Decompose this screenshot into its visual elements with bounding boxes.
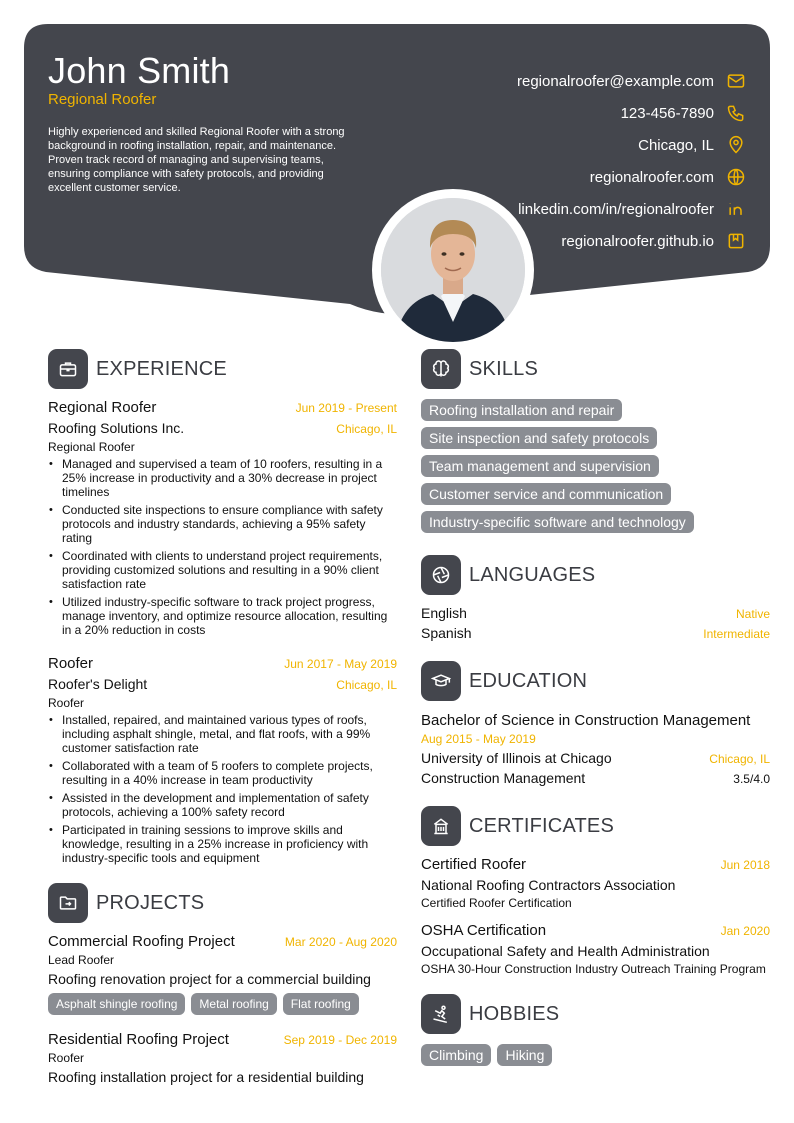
- project-description: Roofing installation project for a residential building: [48, 1069, 364, 1085]
- bookmark-icon: [726, 231, 746, 251]
- left-column: [48, 349, 397, 1101]
- briefcase-icon: [48, 349, 88, 389]
- project-entry: [48, 1031, 397, 1085]
- job-bullet: • Coordinated with clients to understand project requirements, providing customized solutions and resulting in a 90% client satisfaction rate: [48, 549, 397, 591]
- languages-section: [421, 555, 770, 641]
- experience-title: EXPERIENCE: [96, 357, 227, 380]
- skills-list: [421, 399, 770, 539]
- contact-email[interactable]: [517, 65, 746, 97]
- project-role: Lead Roofer: [48, 953, 115, 967]
- job-bullet: • Managed and supervised a team of 10 roofers, resulting in a 25% increase in productivity and a 30% decrease in project timelines: [48, 457, 397, 499]
- hobbies-header: [421, 994, 770, 1034]
- skill-tag: Customer service and communication: [421, 483, 671, 505]
- skills-header: [421, 349, 770, 389]
- folder-icon: [48, 883, 88, 923]
- education-title: EDUCATION: [469, 669, 588, 692]
- education-date: Aug 2015 - May 2019: [421, 732, 536, 746]
- language-level: Native: [735, 607, 770, 621]
- language-name: Spanish: [421, 625, 472, 641]
- languages-header: [421, 555, 770, 595]
- institution-icon: [421, 806, 461, 846]
- contact-location: [517, 129, 746, 161]
- graduation-cap-icon: [421, 661, 461, 701]
- contact-linkedin-text[interactable]: linkedin.com/in/regionalroofer: [518, 200, 714, 218]
- location-pin-icon: [726, 135, 746, 155]
- skills-title: SKILLS: [469, 357, 539, 380]
- certificates-title: CERTIFICATES: [469, 814, 615, 837]
- certificate-detail: OSHA 30-Hour Construction Industry Outreach Training Program: [421, 962, 766, 976]
- project-tag: Flat roofing: [283, 993, 359, 1015]
- skill-tag: Industry-specific software and technology: [421, 511, 694, 533]
- job-company: Roofer's Delight: [48, 676, 148, 692]
- job-bullet: • Collaborated with a team of 5 roofers to complete projects, resulting in a 40% increase in team productivity: [48, 759, 397, 787]
- globe-icon: [726, 167, 746, 187]
- project-date: Mar 2020 - Aug 2020: [284, 935, 397, 949]
- project-description: Roofing renovation project for a commercial building: [48, 971, 371, 987]
- right-column: [421, 349, 770, 1088]
- contact-email-text[interactable]: regionalroofer@example.com: [517, 72, 714, 90]
- language-level: Intermediate: [703, 627, 770, 641]
- contact-website-text[interactable]: regionalroofer.com: [589, 168, 714, 186]
- job-date: Jun 2019 - Present: [295, 401, 397, 415]
- hobbies-title: HOBBIES: [469, 1002, 560, 1025]
- job-title: Regional Roofer: [48, 399, 157, 416]
- hobbies-list: [421, 1044, 770, 1072]
- certificate-date: Jun 2018: [720, 858, 770, 872]
- language-row: [421, 625, 770, 641]
- certificate-name: OSHA Certification: [421, 922, 547, 939]
- contact-github[interactable]: [517, 225, 746, 257]
- certificate-issuer: Occupational Safety and Health Administration: [421, 943, 710, 959]
- job-entry: [48, 399, 397, 637]
- skill-tag: Site inspection and safety protocols: [421, 427, 657, 449]
- job-company: Roofing Solutions Inc.: [48, 420, 185, 436]
- certificate-date: Jan 2020: [720, 924, 770, 938]
- mail-icon: [726, 71, 746, 91]
- candidate-role: Regional Roofer: [48, 91, 157, 108]
- education-field: Construction Management: [421, 770, 586, 786]
- phone-icon: [726, 103, 746, 123]
- certificates-header: [421, 806, 770, 846]
- certificate-detail: Certified Roofer Certification: [421, 896, 572, 910]
- education-section: [421, 661, 770, 786]
- contact-phone-text[interactable]: 123-456-7890: [620, 104, 714, 122]
- contact-github-text[interactable]: regionalroofer.github.io: [561, 232, 714, 250]
- contact-location-text: Chicago, IL: [638, 136, 714, 154]
- hobby-tag: Hiking: [497, 1044, 552, 1066]
- globe-aperture-icon: [421, 555, 461, 595]
- education-header: [421, 661, 770, 701]
- skill-tag: Team management and supervision: [421, 455, 659, 477]
- experience-section: [48, 349, 397, 865]
- job-location: Chicago, IL: [336, 678, 397, 692]
- skill-tag: Roofing installation and repair: [421, 399, 622, 421]
- certificate-issuer: National Roofing Contractors Association: [421, 877, 676, 893]
- projects-title: PROJECTS: [96, 891, 205, 914]
- job-title: Roofer: [48, 655, 94, 672]
- education-location: Chicago, IL: [709, 752, 770, 766]
- certificate-name: Certified Roofer: [421, 856, 527, 873]
- language-name: English: [421, 605, 467, 621]
- certificates-section: [421, 806, 770, 976]
- languages-title: LANGUAGES: [469, 563, 596, 586]
- certificate-entry: [421, 856, 770, 910]
- job-date: Jun 2017 - May 2019: [284, 657, 397, 671]
- project-tag: Metal roofing: [191, 993, 276, 1015]
- job-bullet: • Participated in training sessions to improve skills and knowledge, resulting in a 25% increase in proficiency with industry-specific tools and equipment: [48, 823, 397, 865]
- job-position: Regional Roofer: [48, 440, 135, 454]
- projects-header: [48, 883, 397, 923]
- brain-icon: [421, 349, 461, 389]
- profile-summary: Highly experienced and skilled Regional Roofer with a strong background in roofing installation, repair, and maintenance. Proven track record of managing and supervising teams, ensuring compliance with safety protocols, and providing excellent customer service.: [48, 126, 345, 194]
- contact-list: [517, 65, 746, 257]
- project-tags: [48, 993, 397, 1015]
- profile-photo: [381, 198, 525, 342]
- education-gpa: 3.5/4.0: [733, 772, 770, 786]
- candidate-name: John Smith: [48, 50, 231, 91]
- job-location: Chicago, IL: [336, 422, 397, 436]
- project-date: Sep 2019 - Dec 2019: [283, 1033, 397, 1047]
- avatar: [381, 198, 525, 342]
- education-degree: Bachelor of Science in Construction Management: [421, 712, 751, 729]
- linkedin-icon: [726, 199, 746, 219]
- project-entry: [48, 933, 397, 1015]
- contact-linkedin[interactable]: [517, 193, 746, 225]
- contact-website[interactable]: [517, 161, 746, 193]
- project-title: Residential Roofing Project: [48, 1031, 229, 1048]
- project-role: Roofer: [48, 1051, 85, 1065]
- job-bullet: • Utilized industry-specific software to track project progress, manage inventory, and optimize resource allocation, resulting in a 20% reduction in costs: [48, 595, 397, 637]
- job-bullet: • Installed, repaired, and maintained various types of roofs, including asphalt shingle, metal, and flat roofs, with a 99% customer satisfaction rate: [48, 713, 397, 755]
- job-bullets: [48, 713, 397, 865]
- hobby-tag: Climbing: [421, 1044, 491, 1066]
- job-bullet: • Conducted site inspections to ensure compliance with safety protocols and industry standards, achieving a 95% safety rating: [48, 503, 397, 545]
- contact-phone[interactable]: [517, 97, 746, 129]
- skiing-icon: [421, 994, 461, 1034]
- job-position: Roofer: [48, 696, 85, 710]
- certificate-entry: [421, 922, 770, 976]
- project-tag: Asphalt shingle roofing: [48, 993, 185, 1015]
- education-school: University of Illinois at Chicago: [421, 750, 612, 766]
- project-title: Commercial Roofing Project: [48, 933, 235, 950]
- job-bullet: • Assisted in the development and implementation of safety protocols, achieving a 100% safety record: [48, 791, 397, 819]
- projects-section: [48, 883, 397, 1085]
- experience-header: [48, 349, 397, 389]
- job-bullets: [48, 457, 397, 637]
- language-row: [421, 605, 770, 621]
- skills-section: [421, 349, 770, 539]
- hobbies-section: [421, 994, 770, 1072]
- job-entry: [48, 655, 397, 865]
